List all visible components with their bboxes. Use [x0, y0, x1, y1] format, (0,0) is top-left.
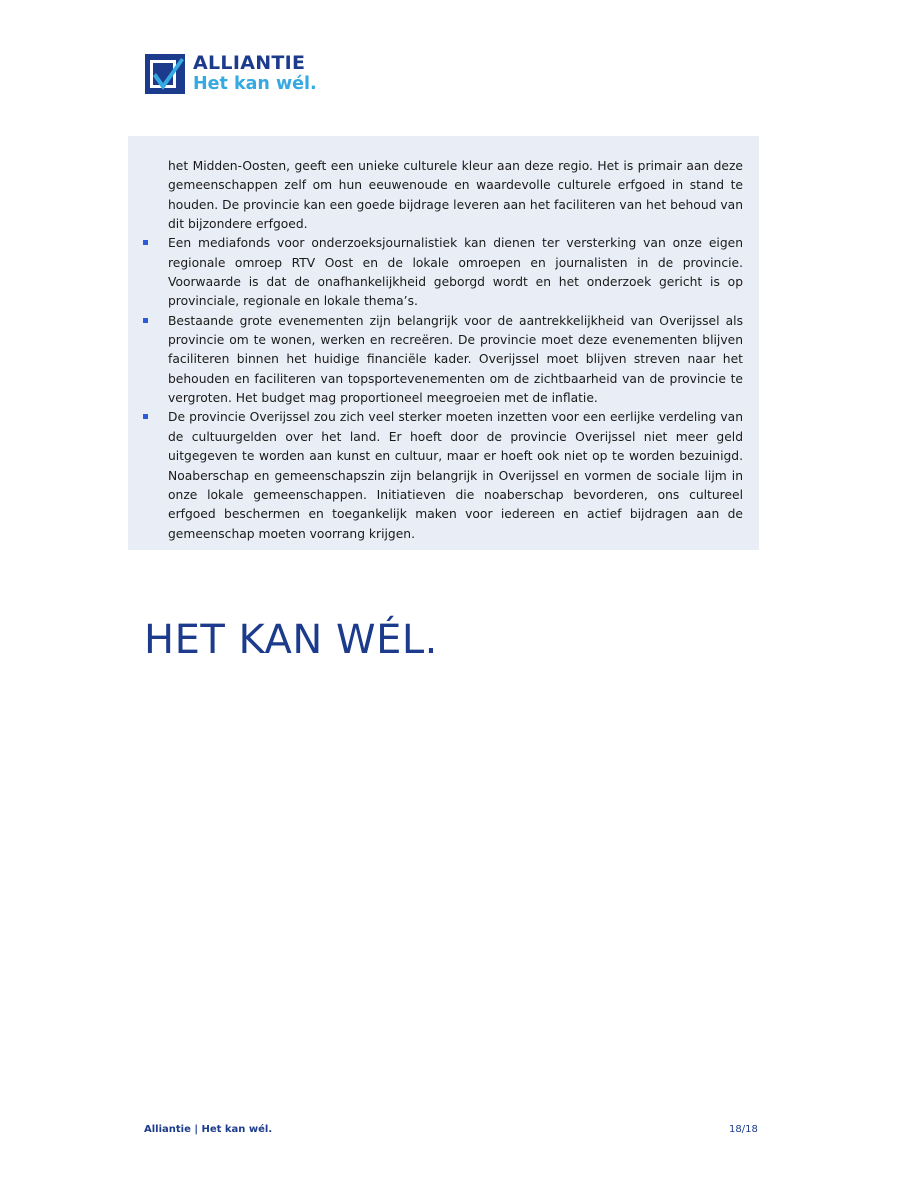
page-number: 18/18	[729, 1124, 758, 1135]
content-text	[168, 157, 743, 544]
list-item-text: Bestaande grote evenementen zijn belangrijk voor de aantrekkelijkheid van Overijssel als provincie om te wonen, werken en recreëren. De provincie moet deze evenementen blijven faciliteren binnen het huidige financiële kader. Overijssel moet blijven streven naar het behouden en faciliteren van topsportevenementen om de zichtbaarheid van de provincie te vergroten. Het budget mag proportioneel meegroeien met de inflatie.	[168, 313, 743, 406]
alliantie-logo	[145, 52, 345, 98]
square-bullet-icon	[143, 318, 148, 323]
list-item	[168, 408, 743, 543]
list-item	[168, 234, 743, 311]
continuation-paragraph: het Midden-Oosten, geeft een unieke culturele kleur aan deze regio. Het is primair aan deze gemeenschappen zelf om hun eeuwenoude en waardevolle culturele erfgoed in stand te houden. De provincie kan een goede bijdrage leveren aan het faciliteren van het behoud van dit bijzondere erfgoed.	[168, 159, 743, 232]
list-item-text: Een mediafonds voor onderzoeksjournalistiek kan dienen ter versterking van onze eigen regionale omroep RTV Oost en de lokale omroepen en journalisten in de provincie. Voorwaarde is dat de onafhankelijkheid geborgd wordt en het onderzoek gericht is op provinciale, regionale en lokale thema’s.	[168, 236, 743, 309]
list-item-text: De provincie Overijssel zou zich veel sterker moeten inzetten voor een eerlijke verdeling van de cultuurgelden over het land. Er hoeft door de provincie Overijssel niet meer geld uitgegeven te worden aan kunst en cultuur, maar er hoeft ook niet op te worden bezuinigd. Noaberschap en gemeenschapszin zijn belangrijk in Overijssel en vormen de sociale lijm in onze lokale gemeenschappen. Initiatieven die noaberschap bevorderen, ons cultureel erfgoed beschermen en toegankelijk maken voor iedereen en actief bijdragen aan de gemeenschap moeten voorrang krijgen.	[168, 410, 743, 541]
square-bullet-icon	[143, 414, 148, 419]
bullet-list	[168, 234, 743, 544]
footer-title: Alliantie | Het kan wél.	[144, 1124, 273, 1135]
checkmark-shield-icon	[145, 54, 185, 94]
list-item	[168, 312, 743, 409]
square-bullet-icon	[143, 240, 148, 245]
logo-name: ALLIANTIE	[193, 52, 306, 74]
slogan-heading: HET KAN WÉL.	[144, 617, 438, 663]
logo-slogan: Het kan wél.	[193, 74, 317, 94]
